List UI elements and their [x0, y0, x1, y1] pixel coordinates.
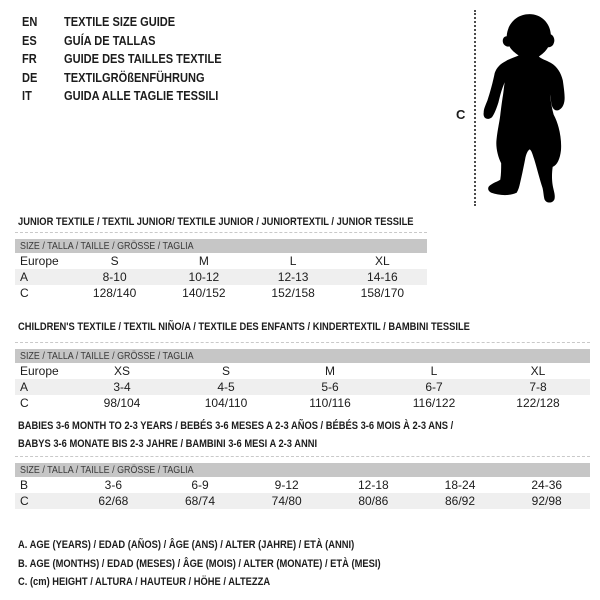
table-cell: 74/80	[271, 494, 302, 508]
table-cell: 104/110	[204, 396, 248, 410]
size-header-text: SIZE / TALLA / TAILLE / GRÖSSE / TAGLIA	[20, 350, 194, 362]
table-row	[15, 253, 427, 269]
row-label: A	[20, 270, 29, 284]
language-row	[22, 69, 249, 88]
language-code	[22, 50, 64, 69]
table-cell: 6-9	[191, 478, 209, 492]
table-cell: 7-8	[529, 380, 547, 394]
row-label: C	[20, 494, 29, 508]
language-code	[22, 32, 64, 51]
table-cell: 98/104	[103, 396, 141, 410]
table-cell: 10-12	[188, 270, 220, 284]
size-header-text: SIZE / TALLA / TAILLE / GRÖSSE / TAGLIA	[20, 464, 194, 476]
footnote-line	[18, 555, 445, 574]
table-cell: XL	[375, 254, 390, 268]
table-cell: 14-16	[367, 270, 398, 284]
section-table-0	[15, 232, 427, 301]
size-header-bar	[15, 349, 590, 363]
table-cell: 12-18	[358, 478, 389, 492]
language-code-text: DE	[22, 69, 38, 85]
size-header-bar	[15, 239, 427, 253]
language-row	[22, 50, 249, 69]
language-code-text: ES	[22, 32, 37, 48]
section-title-1	[18, 320, 550, 338]
table-cell: S	[110, 254, 119, 268]
table-cell: 6-7	[425, 380, 443, 394]
height-measure-dotted-line	[474, 10, 476, 206]
section-table-1	[15, 342, 590, 411]
section-title-text: BABYS 3-6 MONATE BIS 2-3 JAHRE / BAMBINI 3-6 MESI A 2-3 ANNI	[18, 438, 318, 450]
language-code	[22, 69, 64, 88]
language-title	[64, 87, 246, 106]
table-cell: 158/170	[360, 286, 405, 300]
table-cell: 80/86	[358, 494, 389, 508]
table-cell: M	[198, 254, 209, 268]
footnote-text: C. (cm) HEIGHT / ALTURA / HAUTEUR / HÖHE / ALTEZZA	[18, 576, 271, 588]
section-table-2	[15, 456, 590, 509]
row-label: A	[20, 380, 29, 394]
section-title-line	[18, 437, 530, 455]
section-title-text: CHILDREN'S TEXTILE / TEXTIL NIÑO/A / TEXTILE DES ENFANTS / KINDERTEXTIL / BAMBINI TESSILE	[18, 321, 470, 333]
table-cell: 18-24	[444, 478, 476, 492]
table-cell: 122/128	[516, 396, 560, 410]
table-cell: 128/140	[92, 286, 137, 300]
language-row	[22, 87, 249, 106]
language-title-text: GUÍA DE TALLAS	[64, 32, 156, 48]
table-cell: M	[325, 364, 335, 378]
language-row	[22, 32, 249, 51]
table-cell: L	[289, 254, 297, 268]
table-cell: XL	[530, 364, 546, 378]
table-cell: 110/116	[309, 396, 351, 410]
section-title-line	[18, 419, 530, 437]
table-cell: XS	[113, 364, 130, 378]
row-label: C	[20, 286, 29, 300]
height-measure-label: C	[456, 107, 466, 122]
language-list	[22, 13, 249, 106]
language-code	[22, 87, 64, 106]
row-label: Europe	[20, 254, 59, 268]
section-title-2	[18, 419, 530, 455]
table-row	[15, 477, 590, 493]
footnote-line	[18, 573, 445, 592]
table-cell: 140/152	[182, 286, 226, 300]
language-code-text: IT	[22, 88, 32, 103]
section-title-text: BABIES 3-6 MONTH TO 2-3 YEARS / BEBÉS 3-6 MESES A 2-3 AÑOS / BÉBÉS 3-6 MOIS À 2-3 ANS /	[18, 420, 454, 432]
language-title	[64, 13, 195, 32]
language-title	[64, 69, 229, 88]
language-code	[22, 13, 64, 32]
language-title	[64, 32, 172, 51]
size-header-text: SIZE / TALLA / TAILLE / GRÖSSE / TAGLIA	[20, 240, 194, 252]
table-row	[15, 269, 427, 285]
row-label: C	[20, 396, 29, 410]
table-cell: 24-36	[531, 478, 563, 492]
section-title-line	[18, 320, 550, 338]
table-cell: 3-4	[113, 380, 131, 394]
table-cell: 86/92	[445, 494, 476, 508]
footnote-text: A. AGE (YEARS) / EDAD (AÑOS) / ÂGE (ANS) / ALTER (JAHRE) / ETÀ (ANNI)	[18, 539, 355, 551]
table-cell: S	[221, 364, 230, 378]
table-cell: 116/122	[412, 396, 456, 410]
size-header-bar	[15, 463, 590, 477]
table-cell: 8-10	[102, 270, 127, 284]
footnotes	[18, 536, 445, 592]
table-row	[15, 395, 590, 411]
table-cell: 92/98	[531, 494, 562, 508]
table-cell: 5-6	[321, 380, 339, 394]
baby-silhouette-icon	[480, 6, 572, 210]
table-row	[15, 363, 590, 379]
footnote-line	[18, 536, 445, 555]
table-cell: 4-5	[217, 380, 235, 394]
language-title	[64, 50, 249, 69]
row-label: B	[20, 478, 29, 492]
table-row	[15, 379, 590, 395]
row-label: Europe	[20, 364, 59, 378]
table-cell: 68/74	[184, 494, 216, 508]
section-title-text: JUNIOR TEXTILE / TEXTIL JUNIOR/ TEXTILE JUNIOR / JUNIORTEXTIL / JUNIOR TESSILE	[18, 216, 414, 228]
language-title-text: GUIDA ALLE TAGLIE TESSILI	[64, 88, 219, 103]
table-cell: 12-13	[277, 270, 309, 284]
language-code-text: EN	[22, 14, 38, 29]
section-title-0	[18, 215, 483, 233]
language-title-text: TEXTILE SIZE GUIDE	[64, 14, 176, 29]
table-row	[15, 493, 590, 509]
footnote-text: B. AGE (MONTHS) / EDAD (MESES) / ÂGE (MOIS) / ALTER (MONATE) / ETÀ (MESI)	[18, 557, 381, 570]
language-row	[22, 13, 249, 32]
table-cell: 62/68	[98, 494, 129, 508]
section-title-line	[18, 215, 483, 233]
language-code-text: FR	[22, 51, 37, 66]
table-cell: 3-6	[104, 478, 122, 492]
language-title-text: GUIDE DES TAILLES TEXTILE	[64, 51, 222, 66]
table-row	[15, 285, 427, 301]
table-cell: 9-12	[274, 478, 299, 492]
table-cell: 152/158	[271, 286, 315, 300]
language-title-text: TEXTILGRÖßENFÜHRUNG	[64, 69, 205, 85]
table-cell: L	[430, 364, 438, 378]
